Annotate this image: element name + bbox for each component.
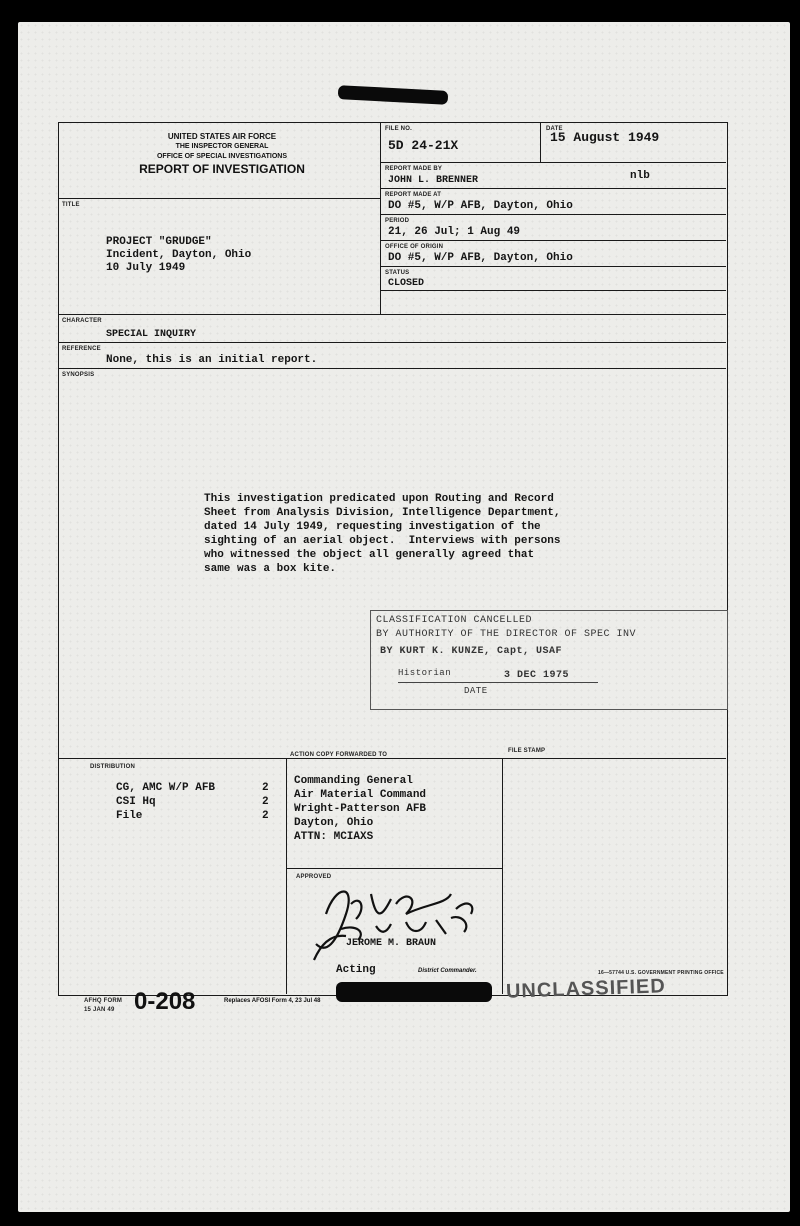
character-value: SPECIAL INQUIRY xyxy=(106,329,197,340)
title-line-1: PROJECT "GRUDGE" xyxy=(106,236,212,248)
signature-image xyxy=(296,874,496,966)
file-no-value: 5D 24-21X xyxy=(388,138,459,153)
action-copy-label: ACTION COPY FORWARDED TO xyxy=(290,752,388,758)
address-line: Dayton, Ohio xyxy=(294,817,374,829)
redaction-bottom xyxy=(336,982,492,1002)
period-label: PERIOD xyxy=(385,218,410,224)
office-of-origin-value: DO #5, W/P AFB, Dayton, Ohio xyxy=(388,252,573,264)
replaces-note: Replaces AFOSI Form 4, 23 Jul 48 xyxy=(224,998,321,1004)
address-line: ATTN: MCIAXS xyxy=(294,831,374,843)
acting-label: Acting xyxy=(336,964,376,976)
unclassified-stamp: UNCLASSIFIED xyxy=(505,975,667,1003)
file-stamp-label: FILE STAMP xyxy=(508,748,546,754)
district-commander-label: District Commander. xyxy=(418,968,477,974)
synopsis-line: sighting of an aerial object. Interviews with persons xyxy=(204,535,561,547)
distribution-count: 2 xyxy=(262,782,269,794)
date-label: DATE xyxy=(546,126,563,132)
distribution-count: 2 xyxy=(262,796,269,808)
report-made-by-value: JOHN L. BRENNER xyxy=(388,175,479,186)
stamp-line-4: Historian xyxy=(398,668,452,678)
distribution-name: CSI Hq xyxy=(116,796,156,808)
report-made-by-label: REPORT MADE BY xyxy=(385,166,443,172)
address-line: Air Material Command xyxy=(294,789,427,801)
report-made-at-value: DO #5, W/P AFB, Dayton, Ohio xyxy=(388,200,573,212)
title-line-3: 10 July 1949 xyxy=(106,262,186,274)
office-of-origin-label: OFFICE OF ORIGIN xyxy=(385,244,444,250)
form-number: 0-208 xyxy=(134,988,196,1015)
stamp-line-2: BY AUTHORITY OF THE DIRECTOR OF SPEC INV xyxy=(376,629,637,640)
reference-value: None, this is an initial report. xyxy=(106,354,318,366)
character-label: CHARACTER xyxy=(62,318,102,324)
status-label: STATUS xyxy=(385,270,410,276)
stamp-date-label: DATE xyxy=(464,686,488,696)
synopsis-line: dated 14 July 1949, requesting investigation of the xyxy=(204,521,541,533)
distribution-count: 2 xyxy=(262,810,269,822)
approved-label: APPROVED xyxy=(296,874,332,880)
address-line: Commanding General xyxy=(294,775,413,787)
title-label: TITLE xyxy=(62,202,80,208)
typist-initials: nlb xyxy=(630,170,650,182)
file-no-label: FILE NO. xyxy=(385,126,412,132)
form-date: 15 JAN 49 xyxy=(84,1007,115,1013)
report-made-at-label: REPORT MADE AT xyxy=(385,192,442,198)
synopsis-line: Sheet from Analysis Division, Intelligence Department, xyxy=(204,507,561,519)
title-line-2: Incident, Dayton, Ohio xyxy=(106,249,252,261)
form-header xyxy=(68,132,376,174)
printing-office: 16—57744 U.S. GOVERNMENT PRINTING OFFICE xyxy=(598,970,724,976)
address-line: Wright-Patterson AFB xyxy=(294,803,427,815)
header-line-2: THE INSPECTOR GENERAL xyxy=(175,143,269,150)
synopsis-label: SYNOPSIS xyxy=(62,372,95,378)
synopsis-line: same was a box kite. xyxy=(204,563,337,575)
afhq-form-label: AFHQ FORM xyxy=(84,998,123,1004)
period-value: 21, 26 Jul; 1 Aug 49 xyxy=(388,226,521,238)
header-line-1: UNITED STATES AIR FORCE xyxy=(167,132,277,141)
document-page xyxy=(18,22,790,1212)
date-value: 15 August 1949 xyxy=(550,130,660,145)
synopsis-body xyxy=(204,492,560,576)
reference-label: REFERENCE xyxy=(62,346,101,352)
status-value: CLOSED xyxy=(388,278,425,289)
distribution-name: CG, AMC W/P AFB xyxy=(116,782,216,794)
stamp-line-3: BY KURT K. KUNZE, Capt, USAF xyxy=(380,646,563,657)
stamp-line-1: CLASSIFICATION CANCELLED xyxy=(376,615,533,626)
report-title: REPORT OF INVESTIGATION xyxy=(139,162,305,176)
stamp-date-value: 3 DEC 1975 xyxy=(504,670,570,681)
distribution-label: DISTRIBUTION xyxy=(90,764,136,770)
approved-name: JEROME M. BRAUN xyxy=(346,938,437,949)
header-line-3: OFFICE OF SPECIAL INVESTIGATIONS xyxy=(156,153,288,160)
redaction-top xyxy=(338,85,449,105)
distribution-name: File xyxy=(116,810,143,822)
synopsis-line: This investigation predicated upon Routing and Record xyxy=(204,493,554,505)
action-copy-address xyxy=(294,774,426,844)
synopsis-line: who witnessed the object all generally agreed that xyxy=(204,549,535,561)
